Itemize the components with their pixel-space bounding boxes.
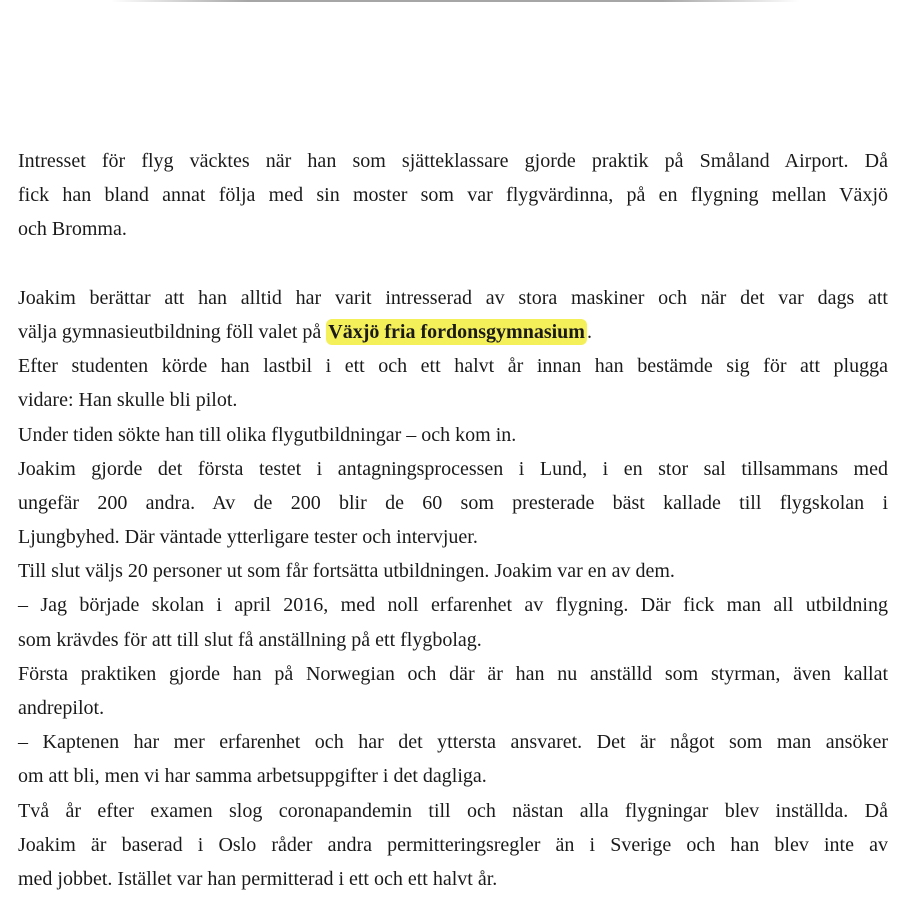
text-line: som krävdes för att till slut få anställning på ett flygbolag. (18, 628, 482, 651)
text-line: om att bli, men vi har samma arbetsuppgifter i det dagliga. (18, 765, 487, 788)
document-body (18, 144, 888, 896)
paragraph-spacer (18, 247, 888, 281)
text-line: Till slut väljs 20 personer ut som får fortsätta utbildningen. Joakim var en av dem. (18, 560, 675, 583)
text-line: Efter studenten körde han lastbil i ett och ett halvt år innan han bestämde sig för att plugga (18, 355, 888, 378)
text-line: Första praktiken gjorde han på Norwegian och där är han nu anställd som styrman, även kallat (18, 662, 888, 685)
text-line: vidare: Han skulle bli pilot. (18, 389, 238, 412)
text-line: fick han bland annat följa med sin moster som var flygvärdinna, på en flygning mellan Växjö (18, 184, 888, 207)
text-line: Joakim gjorde det första testet i antagningsprocessen i Lund, i en stor sal tillsammans med (18, 457, 888, 480)
text-line: Under tiden sökte han till olika flygutbildningar – och kom in. (18, 423, 517, 446)
paragraph-airport (18, 144, 888, 247)
text-line: Intresset för flyg väcktes när han som sjätteklassare gjorde praktik på Småland Airport. Då (18, 150, 888, 172)
text-line: Ljungbyhed. Där väntade ytterligare tester och intervjuer. (18, 526, 478, 549)
text-segment: välja gymnasieutbildning föll valet på (18, 320, 327, 343)
text-line: Två år efter examen slog coronapandemin till och nästan alla flygningar blev inställda. Då (18, 799, 888, 822)
text-line-with-highlight (18, 315, 888, 349)
text-line: ungefär 200 andra. Av de 200 blir de 60 som presterade bäst kallade till flygskolan i (18, 491, 888, 514)
text-line: – Kaptenen har mer erfarenhet och har det yttersta ansvaret. Det är något som man ansöker (18, 731, 888, 754)
text-line: med jobbet. Istället var han permitterad i ett och ett halvt år. (18, 867, 498, 890)
text-line: och Bromma. (18, 218, 127, 241)
text-line: andrepilot. (18, 697, 105, 719)
paragraph-career (18, 349, 888, 896)
scan-top-edge (110, 0, 800, 2)
paragraph-gymnasium (18, 281, 888, 349)
text-line: Joakim berättar att han alltid har varit intresserad av stora maskiner och när det var dags att (18, 286, 888, 309)
text-line: – Jag började skolan i april 2016, med noll erfarenhet av flygning. Där fick man all utbildning (18, 594, 888, 617)
highlighted-school-name: Växjö fria fordonsgymnasium (328, 320, 585, 343)
text-segment: . (586, 320, 592, 343)
text-line: Joakim är baserad i Oslo råder andra permitteringsregler än i Sverige och han blev inte av (18, 833, 888, 856)
